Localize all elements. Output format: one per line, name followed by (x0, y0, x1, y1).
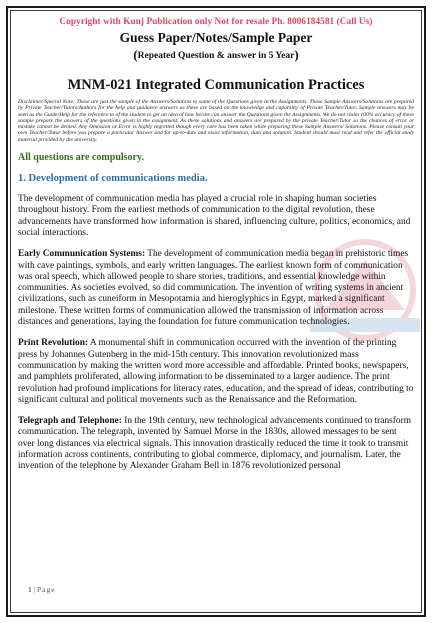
telegraph-telephone-text: In the 19th century, new technological advancements continued to transform communication. The telegraph, invented by Samuel Morse in the 1830s, allowed messages to be sent over long distances via electrical signals. This innovation drastically reduced the time it took to transmit information across continents, contributing to global commerce, diplomacy, and journalism. Later, the invention of the telephone by Alexander Graham Bell in 1876 revolutionized personal (18, 416, 412, 472)
footer-separator: | (33, 585, 36, 594)
page-content (18, 14, 414, 473)
document-heading: Guess Paper/Notes/Sample Paper (119, 30, 313, 45)
page-footer (28, 585, 56, 594)
instructions-line: All questions are compulsory. (18, 152, 144, 164)
copyright-notice: Copyright with Kunj Publication only Not for resale Ph. 8006184581 (Call Us) (59, 16, 373, 26)
early-communication-text: The development of communication media began in prehistoric times with cave paintings, symbols, and early written languages. The earliest known form of communication was oral speech, which allowed people to share stories, traditions, and essential knowledge within communities. As societies evolved, so did communication. The invention of writing systems in ancient civilizations, such as cuneiform in Mesopotamia and hieroglyphics in Egypt, marked a significant milestone. These written forms of communication allowed the transmission of information across distances and generations, laying the foundation for future communication technologies. (18, 249, 409, 328)
course-title: MNM-021 Integrated Communication Practices (67, 77, 365, 93)
page-label: Page (37, 585, 56, 594)
disclaimer-note: Disclaimer/Special Note: These are just the sample of the Answers/Solutions to some of the Questions given in the Assignments. These Sample Answers/Solutions are prepared by Private Teacher/Tutors/Authors for the help and guidance answers as these are based on the knowledge and capability of Private Teacher/Tutor. Sample answers may be seen as the Guide/Help for the reference to of the student to get an idea of how he/she can answer the Questions given the Assignments. We do not claim 100% accuracy of these sample prepare the answers of the questions given in the assignment. As these solutions and answers are prepared by the private Teacher/Tutor so the chances of error or mistake cannot be denied. Any Omission or Error is highly regretted though every care has been taken while preparing these Sample Answers/ Solutions. Please consult your own Teacher/Tutor before you prepare a particular Answer and for up-to-date and exact information, data and solution. Student should must read and refer the official study material provided by the university. (18, 99, 414, 143)
page-number: 1 (28, 585, 32, 594)
telegraph-telephone-heading: Telegraph and Telephone: (18, 416, 122, 427)
intro-paragraph (18, 194, 414, 239)
early-communication-heading: Early Communication Systems: (18, 249, 146, 260)
document-subheading: (Repeated Question & answer in 5 Year) (133, 47, 299, 62)
question-heading: 1. Development of communications media. (18, 173, 208, 185)
print-revolution-paragraph (18, 338, 414, 406)
early-communication-paragraph (18, 249, 414, 328)
print-revolution-text: A monumental shift in communication occurred with the invention of the printing press by Johannes Gutenberg in the mid-15th century. This innovation revolutionized mass communication by making the written word more accessible and affordable. Printed books, newspapers, and pamphlets proliferated, allowing information to be disseminated to a larger audience. The print revolution had profound implications for literacy rates, education, and the spread of ideas, contributing to significant cultural and political movements such as the Renaissance and the Reformation. (18, 338, 414, 405)
intro-text: The development of communication media has played a crucial role in shaping human societies throughout history. From the earliest methods of communication to the digital revolution, these advancements have transformed how information is shared, influencing culture, politics, economics, and social interactions. (18, 194, 411, 238)
telegraph-telephone-paragraph (18, 416, 414, 472)
subheading-text: Repeated Question & answer in 5 Year (137, 51, 295, 61)
print-revolution-heading: Print Revolution: (18, 338, 89, 349)
